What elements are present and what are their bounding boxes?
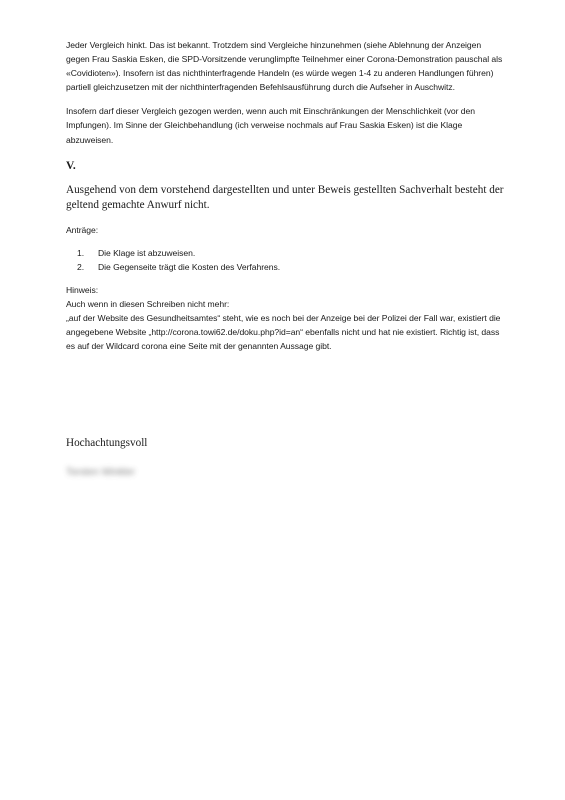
paragraph-conclusion: Insofern darf dieser Vergleich gezogen werden, wenn auch mit Einschränkungen der Menschlichkeit (vor den Impfungen). Im Sinne der Gleichbehandlung (ich verweise nochmals auf Frau Saskia Esken) ist die Klage abzuweisen. xyxy=(66,106,475,145)
section-paragraph: Ausgehend von dem vorstehend dargestellten und unter Beweis gestellten Sachverhalt besteht der geltend gemachte Anwurf nicht. xyxy=(66,183,504,211)
closing-salutation: Hochachtungsvoll xyxy=(66,437,148,449)
hinweis-label: Hinweis: xyxy=(66,284,99,295)
list-item-text: Die Gegenseite trägt die Kosten des Verfahrens. xyxy=(98,261,281,272)
list-item-text: Die Klage ist abzuweisen. xyxy=(98,247,196,258)
hinweis-paragraph: „auf der Website des Gesundheitsamtes“ steht, wie es noch bei der Anzeige bei der Polizei der Fall war, existiert die angegebene Website „http://corona.towi62.de/doku.php?id=an“ ebenfalls nicht und hat nie existiert. Richtig ist, dass es auf der Wildcard corona eine Seite mit der genannten Aussage gibt. xyxy=(66,313,501,352)
signature-blurred xyxy=(66,462,144,476)
list-item-number: 1. xyxy=(77,247,85,258)
hinweis-block xyxy=(66,283,506,353)
section-heading: V. xyxy=(66,159,76,172)
list-item-number: 2. xyxy=(77,261,85,272)
antraege-label: Anträge: xyxy=(66,224,99,235)
document-body xyxy=(66,38,506,353)
paragraph-comparison: Jeder Vergleich hinkt. Das ist bekannt. Trotzdem sind Vergleiche hinzunehmen (siehe Ablehnung der Anzeigen gegen Frau Saskia Esken, die SPD-Vorsitzende verunglimpfte Teilnehmer einer Corona-Demonstration pauschal als «Covidioten»). Insofern ist das nichthinterfragende Handeln (es würde wegen 1-4 zu anderen Handlungen führen) partiell gleichzusetzen mit der nichthinterfragenden Befehlsausführung durch die Aufseher in Auschwitz. xyxy=(66,40,503,93)
antraege-list xyxy=(66,246,506,274)
signature-name: Torsten Winkler xyxy=(66,467,135,478)
list-item xyxy=(77,260,506,274)
list-item xyxy=(77,246,506,260)
hinweis-line: Auch wenn in diesen Schreiben nicht mehr: xyxy=(66,299,230,310)
